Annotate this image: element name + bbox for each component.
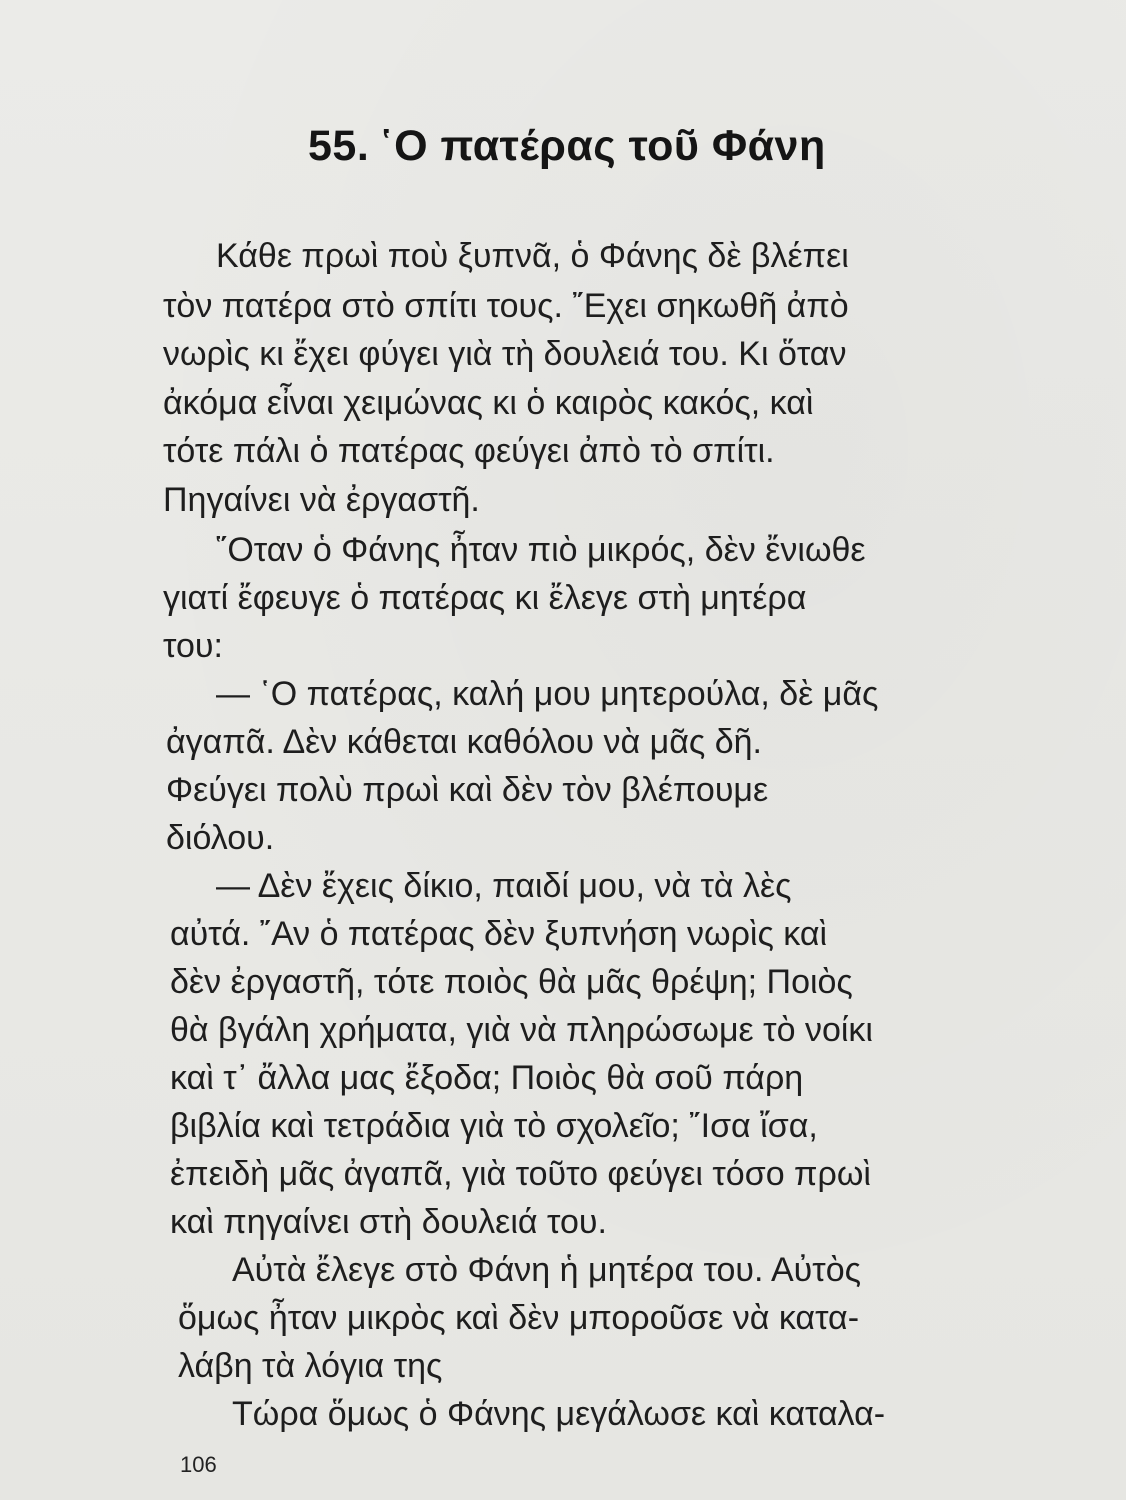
body-line: αὐτά. ῎Αν ὁ πατέρας δὲν ξυπνήση νωρὶς καὶ: [170, 915, 828, 953]
body-line: του:: [163, 627, 223, 665]
body-line: νωρὶς κι ἔχει φύγει γιὰ τὴ δουλειά του. Κι ὅταν: [163, 335, 847, 373]
body-line: — ῾Ο πατέρας, καλή μου μητερούλα, δὲ μᾶς: [216, 675, 879, 713]
body-line: βιβλία καὶ τετράδια γιὰ τὸ σχολεῖο; ῎Ισα ἴσα,: [170, 1107, 818, 1145]
body-line: διόλου.: [166, 819, 275, 857]
chapter-title-text: ῾Ο πατέρας τοῦ Φάνη: [379, 122, 826, 170]
body-line: Φεύγει πολὺ πρωὶ καὶ δὲν τὸν βλέπουμε: [166, 771, 769, 809]
body-line: θὰ βγάλη χρήματα, γιὰ νὰ πληρώσωμε τὸ νοίκι: [170, 1011, 873, 1049]
body-line: Πηγαίνει νὰ ἐργαστῆ.: [163, 481, 480, 519]
body-line: τότε πάλι ὁ πατέρας φεύγει ἀπὸ τὸ σπίτι.: [163, 432, 775, 470]
chapter-title: [308, 122, 826, 171]
body-line: λάβη τὰ λόγια της: [178, 1347, 443, 1385]
body-line: Κάθε πρωὶ ποὺ ξυπνᾶ, ὁ Φάνης δὲ βλέπει: [216, 237, 849, 275]
page-number: 106: [180, 1452, 217, 1477]
body-line: — Δὲν ἔχεις δίκιο, παιδί μου, νὰ τὰ λὲς: [216, 867, 792, 905]
body-line: γιατί ἔφευγε ὁ πατέρας κι ἔλεγε στὴ μητέρα: [163, 579, 807, 617]
body-line: ἀκόμα εἶναι χειμώνας κι ὁ καιρὸς κακός, καὶ: [163, 384, 814, 422]
body-line: ἀγαπᾶ. Δὲν κάθεται καθόλου νὰ μᾶς δῆ.: [166, 723, 762, 761]
body-line: δὲν ἐργαστῆ, τότε ποιὸς θὰ μᾶς θρέψη; Ποιὸς: [170, 963, 853, 1001]
body-line: καὶ τ᾽ ἄλλα μας ἔξοδα; Ποιὸς θὰ σοῦ πάρη: [170, 1059, 804, 1097]
body-line: ὅμως ἦταν μικρὸς καὶ δὲν μποροῦσε νὰ κατα-: [178, 1299, 860, 1337]
body-line: καὶ πηγαίνει στὴ δουλειά του.: [170, 1203, 607, 1241]
body-line: τὸν πατέρα στὸ σπίτι τους. ῎Εχει σηκωθῆ ἀπὸ: [163, 287, 849, 325]
body-line: Τώρα ὅμως ὁ Φάνης μεγάλωσε καὶ καταλα-: [232, 1395, 886, 1433]
body-line: Αὐτὰ ἔλεγε στὸ Φάνη ἡ μητέρα του. Αὐτὸς: [232, 1251, 861, 1289]
chapter-number: 55.: [308, 122, 370, 170]
body-line: ῞Οταν ὁ Φάνης ἦταν πιὸ μικρός, δὲν ἔνιωθε: [216, 531, 866, 569]
body-line: ἐπειδὴ μᾶς ἀγαπᾶ, γιὰ τοῦτο φεύγει τόσο πρωὶ: [170, 1155, 871, 1193]
